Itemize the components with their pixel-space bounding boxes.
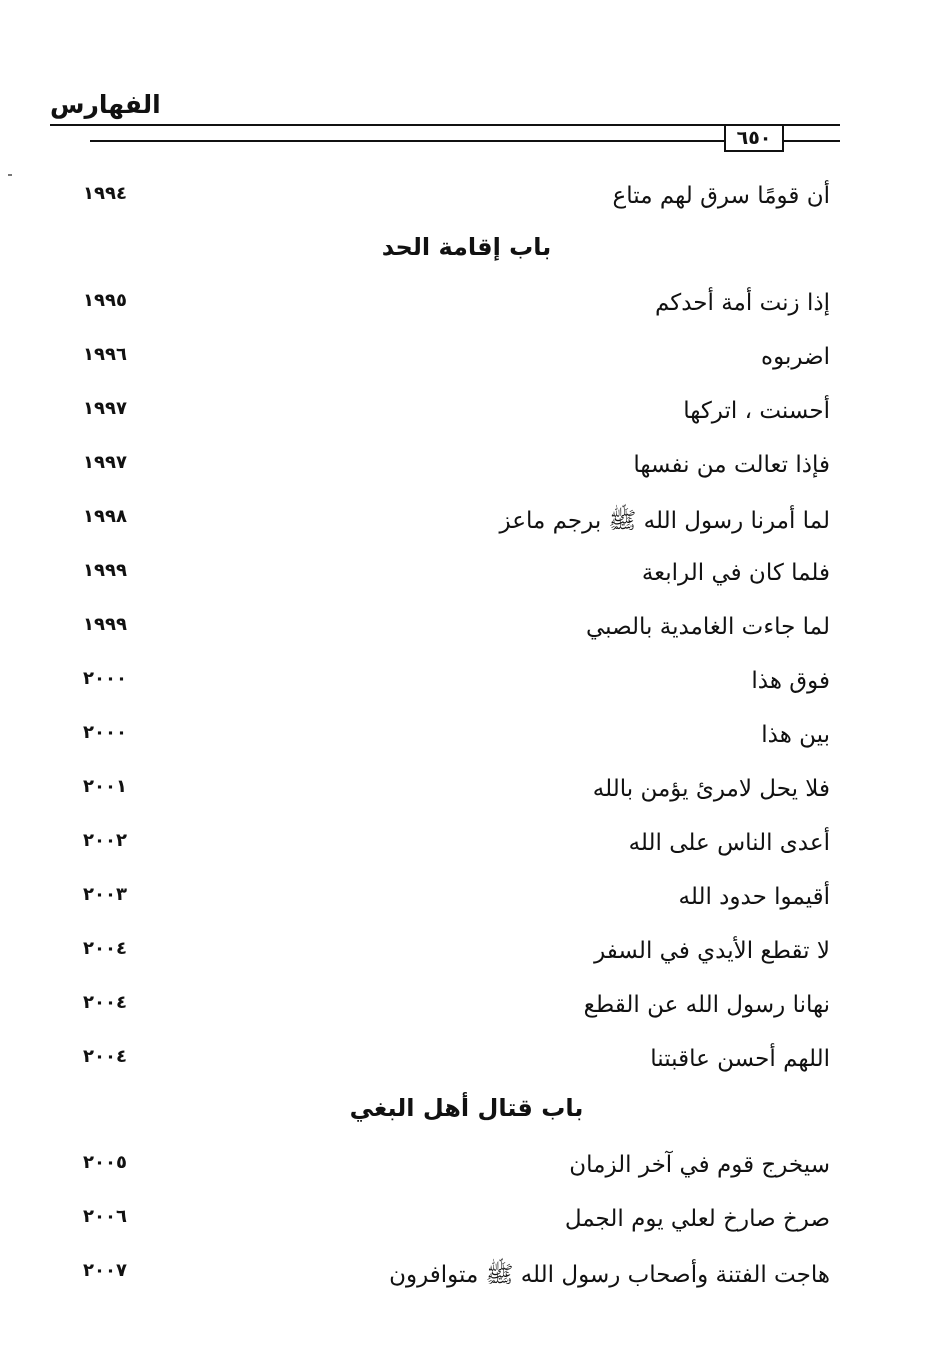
index-entry-number: ٢٠٠٤ xyxy=(83,1046,127,1067)
index-entry-number: ١٩٩٩ xyxy=(83,614,127,635)
index-entry-number: ٢٠٠٣ xyxy=(83,884,127,905)
index-entry-number: ٢٠٠٢ xyxy=(83,830,127,851)
header-rule-bottom-right xyxy=(784,140,840,142)
index-entry-number: ١٩٩٥ xyxy=(83,290,127,311)
index-entry-text: فلما كان في الرابعة xyxy=(641,560,830,586)
index-entry-number: ٢٠٠٥ xyxy=(83,1152,127,1173)
index-entry-number: ١٩٩٩ xyxy=(83,560,127,581)
index-entry-number: ٢٠٠٠ xyxy=(83,668,127,689)
index-entry-text: فوق هذا xyxy=(751,668,830,694)
index-entry-number: ١٩٩٨ xyxy=(83,506,127,527)
section-heading: باب إقامة الحد xyxy=(381,233,552,261)
index-entry-text: اللهم أحسن عاقبتنا xyxy=(650,1046,830,1072)
running-header-title: الفهارس xyxy=(50,90,161,119)
index-entry-text: بين هذا xyxy=(761,722,830,748)
index-entry-number: ١٩٩٧ xyxy=(83,452,127,473)
index-entry-text: فلا يحل لامرئ يؤمن بالله xyxy=(592,776,830,802)
index-entry-number: ١٩٩٦ xyxy=(83,344,127,365)
index-entry-text: لما أمرنا رسول الله ﷺ برجم ماعز xyxy=(499,508,830,534)
index-entry-number: ٢٠٠٠ xyxy=(83,722,127,743)
index-entry-number: ٢٠٠٧ xyxy=(83,1260,127,1281)
index-entry-text: اضربوه xyxy=(761,344,830,370)
index-entry-number: ٢٠٠٤ xyxy=(83,992,127,1013)
header-rule-top xyxy=(50,124,840,126)
index-entry-text: أن قومًا سرق لهم متاع xyxy=(612,183,830,209)
index-entry-number: ٢٠٠٦ xyxy=(83,1206,127,1227)
index-entry-text: فإذا تعالت من نفسها xyxy=(633,452,830,478)
index-entry-number: ١٩٩٧ xyxy=(83,398,127,419)
index-entry-number: ٢٠٠٤ xyxy=(83,938,127,959)
index-entry-text: صرخ صارخ لعلي يوم الجمل xyxy=(564,1206,830,1232)
index-entry-text: هاجت الفتنة وأصحاب رسول الله ﷺ متوافرون xyxy=(389,1262,830,1288)
index-entry-text: أحسنت ، اتركها xyxy=(683,398,830,424)
scan-mark xyxy=(8,174,12,176)
index-entry-number: ١٩٩٤ xyxy=(83,183,127,204)
index-entry-text: إذا زنت أمة أحدكم xyxy=(654,290,830,316)
index-entry-text: أقيموا حدود الله xyxy=(678,884,830,910)
section-heading: باب قتال أهل البغي xyxy=(349,1094,584,1122)
index-entry-text: سيخرج قوم في آخر الزمان xyxy=(569,1152,830,1178)
index-entry-number: ٢٠٠١ xyxy=(83,776,127,797)
header-rule-bottom-left xyxy=(90,140,724,142)
page-number: ٦٥٠ xyxy=(724,124,784,152)
index-entry-text: نهانا رسول الله عن القطع xyxy=(583,992,830,1018)
index-entry-text: لما جاءت الغامدية بالصبي xyxy=(585,614,830,640)
index-entry-text: أعدى الناس على الله xyxy=(628,830,830,856)
index-entry-text: لا تقطع الأيدي في السفر xyxy=(594,938,830,964)
